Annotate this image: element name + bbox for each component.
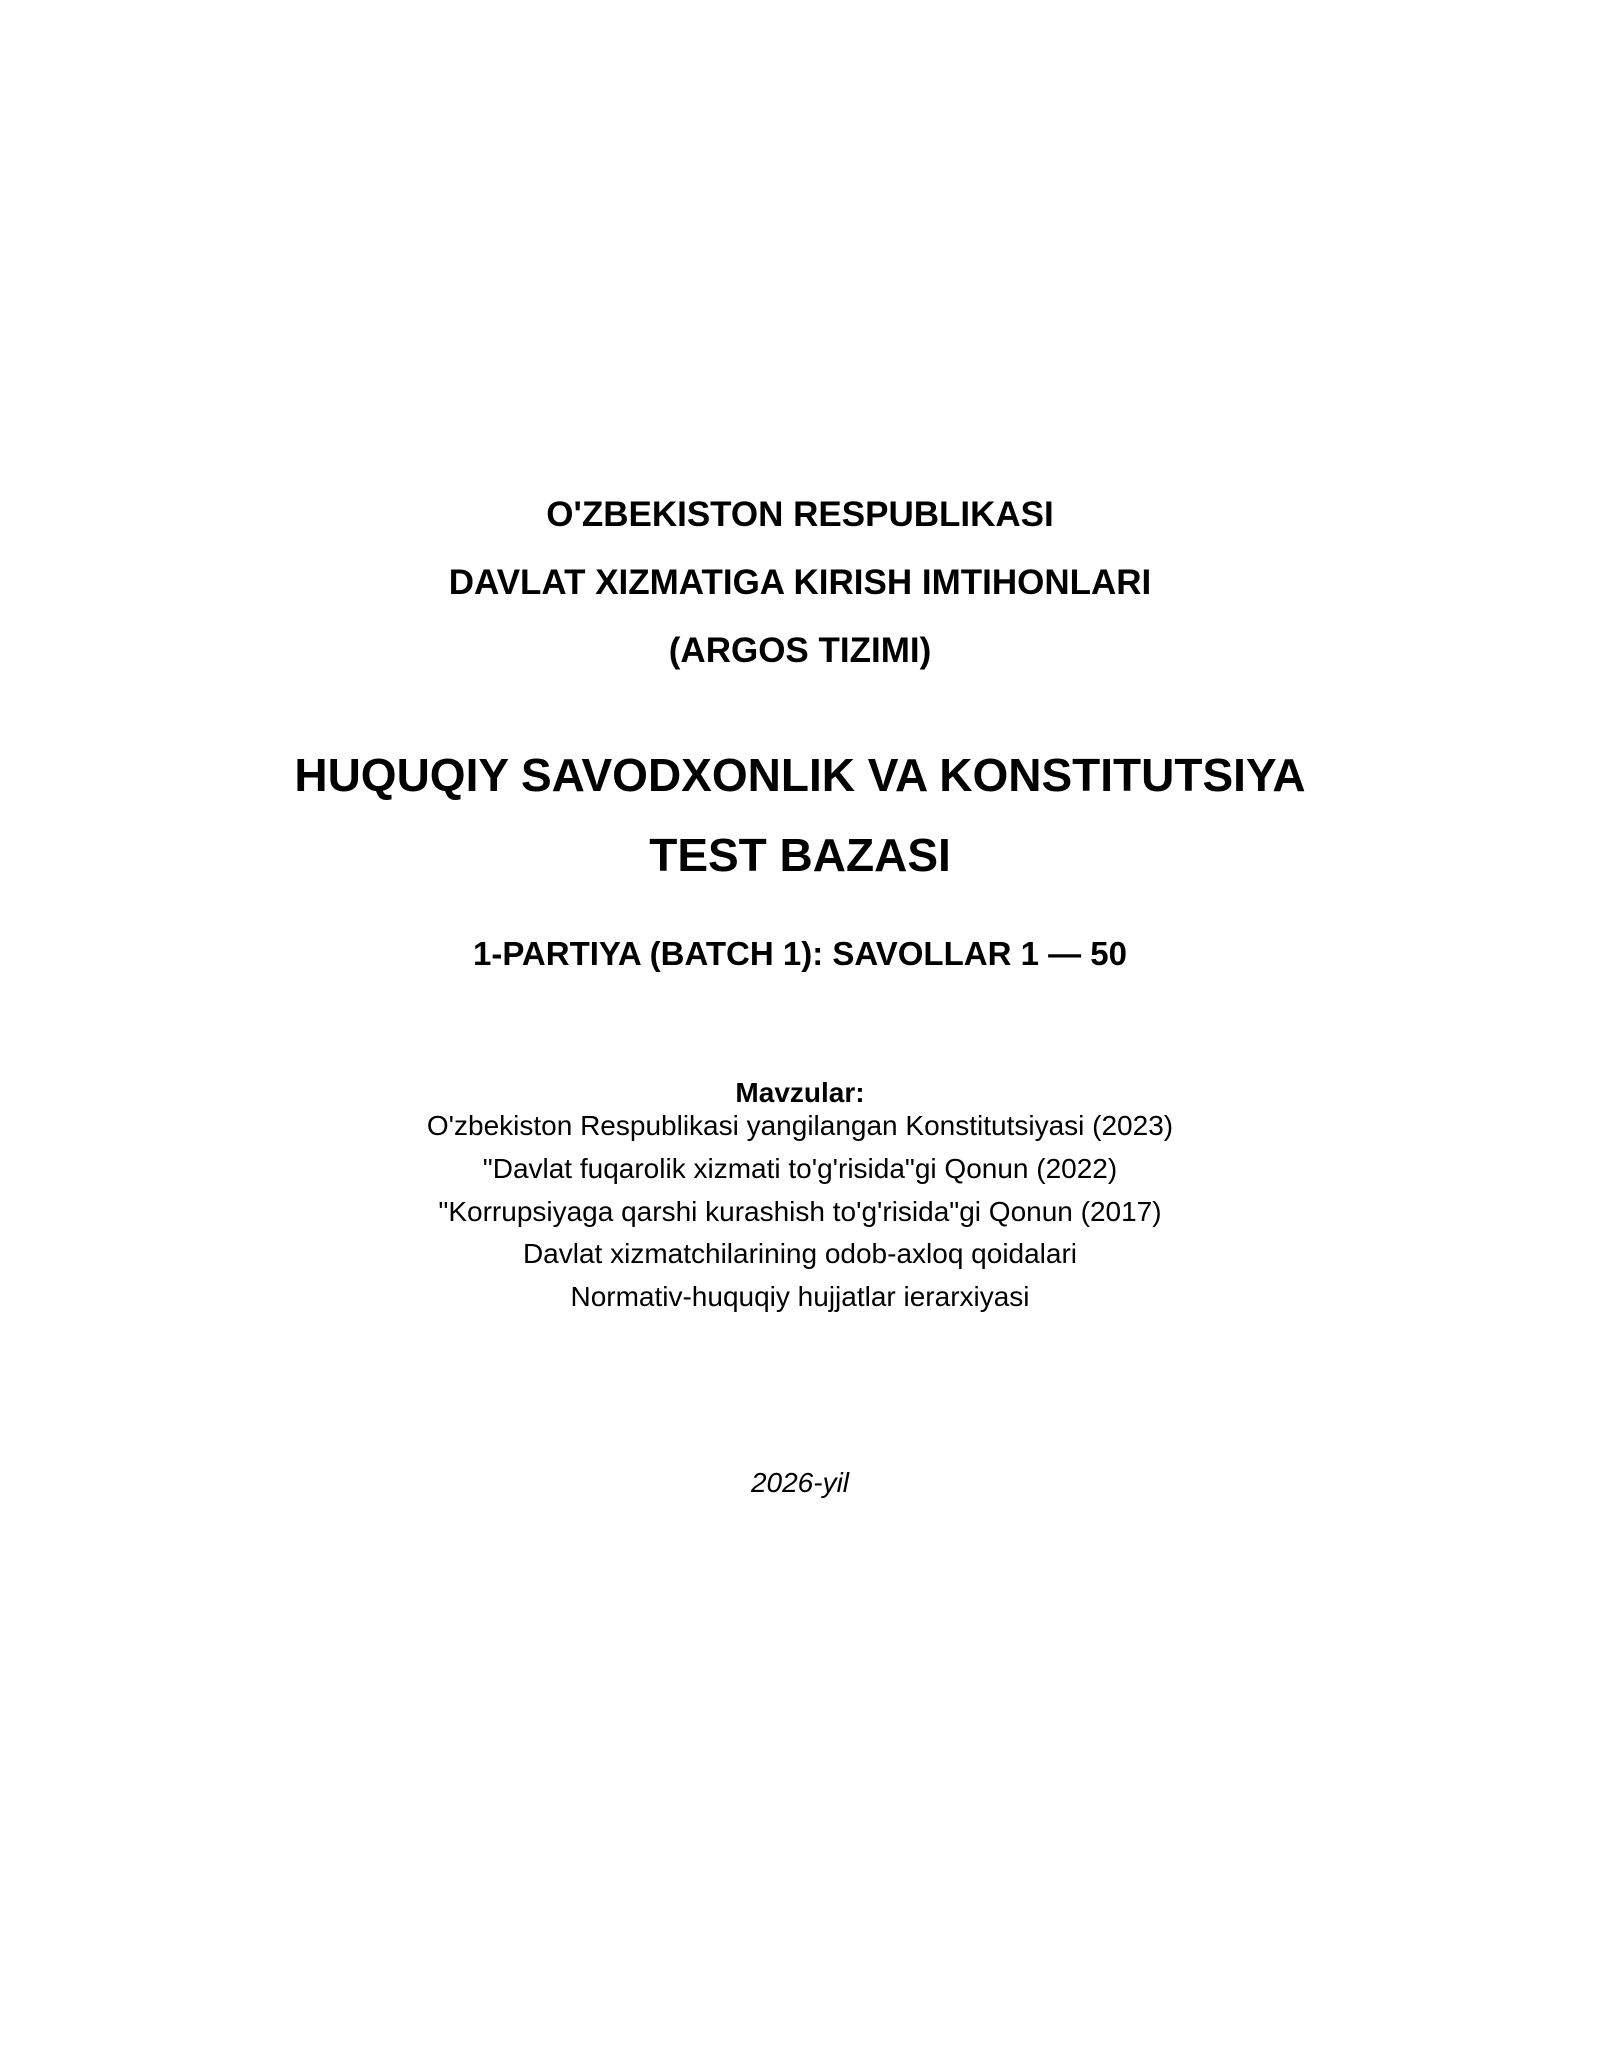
topic-item: Davlat xizmatchilarining odob-axloq qoidalari	[522, 1238, 1078, 1269]
document-title: HUQUQIY SAVODXONLIK VA KONSTITUTSIYA	[294, 749, 1306, 801]
batch-label: 1-PARTIYA (BATCH 1): SAVOLLAR 1 — 50	[473, 935, 1127, 972]
topic-item: "Korrupsiyaga qarshi kurashish to'g'risida"gi Qonun (2017)	[438, 1196, 1162, 1227]
topic-item: "Davlat fuqarolik xizmati to'g'risida"gi Qonun (2022)	[482, 1153, 1118, 1184]
topic-item: O'zbekiston Respublikasi yangilangan Konstitutsiyasi (2023)	[426, 1110, 1174, 1141]
header-system-name: (ARGOS TIZIMI)	[668, 631, 932, 670]
document-subtitle: TEST BAZASI	[649, 829, 951, 881]
topic-item: Normativ-huquqiy hujjatlar ierarxiyasi	[570, 1281, 1030, 1312]
header-exam-name: DAVLAT XIZMATIGA KIRISH IMTIHONLARI	[448, 563, 1152, 602]
document-year: 2026-yil	[750, 1467, 850, 1498]
header-country: O'ZBEKISTON RESPUBLIKASI	[546, 495, 1054, 534]
topics-heading: Mavzular:	[735, 1077, 865, 1108]
